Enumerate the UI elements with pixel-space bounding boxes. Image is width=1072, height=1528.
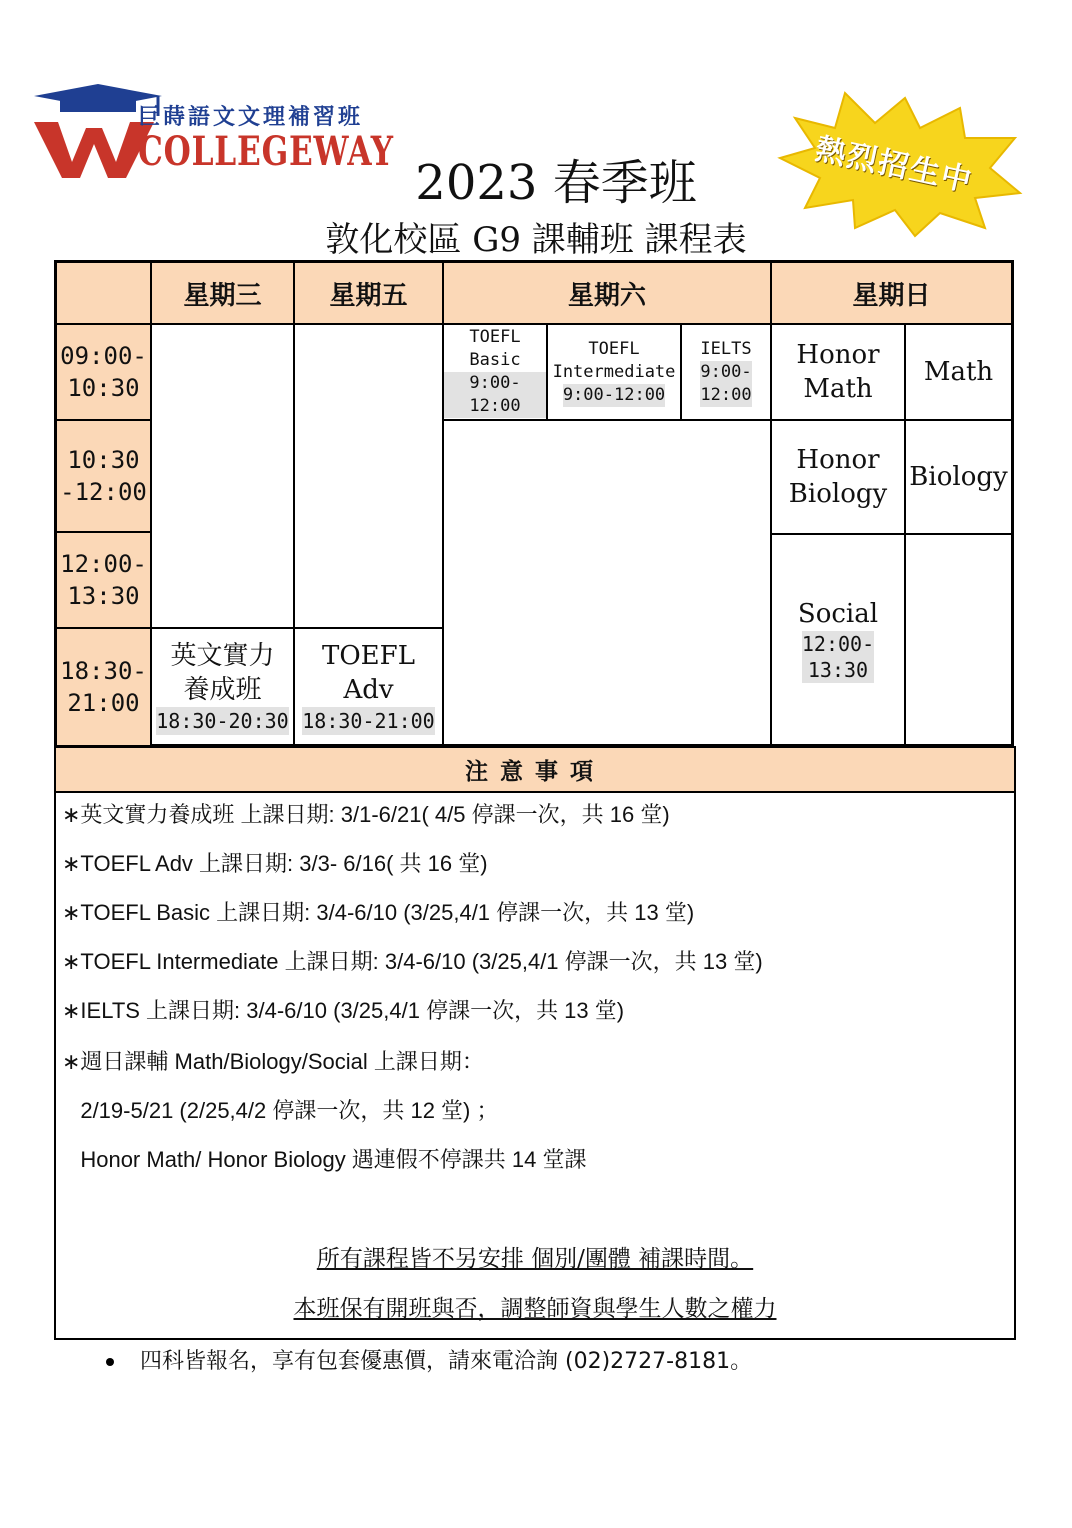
logo-english-name: COLLEGEWAY [138, 128, 394, 175]
note-item: ∗週日課輔 Math/Biology/Social 上課日期： [62, 1049, 484, 1074]
logo-chinese-name: 巨蒔語文文理補習班 [138, 104, 364, 130]
friday-empty [294, 324, 443, 628]
course-name: TOEFL Intermediate [552, 338, 676, 382]
notes-footer-1: 所有課程皆不另安排 個別/團體 補課時間。 [316, 1246, 754, 1272]
course-time: 9:00-12:00 [562, 384, 666, 405]
course-time: 18:30-20:30 [156, 709, 289, 733]
sunday-honor-biology: Honor Biology [771, 420, 905, 534]
course-name: 英文實力 養成班 [170, 641, 275, 705]
note-item: ∗TOEFL Adv 上課日期: 3/3- 6/16( 共 16 堂) [62, 851, 488, 876]
page-subtitle: 敦化校區 G9 課輔班 課程表 [325, 220, 747, 260]
package-offer-bullet [106, 1344, 752, 1375]
time-slot-1: 09:00- 10:30 [56, 324, 151, 420]
time-slot-2: 10:30 -12:00 [56, 420, 151, 532]
course-time: 12:00- 13:30 [801, 632, 875, 682]
header-sunday: 星期日 [771, 262, 1012, 324]
wednesday-empty [151, 324, 294, 628]
saturday-course-toefl-basic [443, 324, 547, 420]
header-wednesday: 星期三 [151, 262, 294, 324]
page-title: 2023 春季班 [415, 155, 697, 211]
time-slot-3: 12:00- 13:30 [56, 532, 151, 628]
course-name: TOEFL Adv [322, 641, 415, 705]
note-item: Honor Math/ Honor Biology 遇連假不停課共 14 堂課 [62, 1147, 587, 1172]
note-item: 2/19-5/21 (2/25,4/2 停課一次，共 12 堂) ； [62, 1098, 499, 1123]
sunday-empty [905, 534, 1012, 746]
schedule-table [54, 260, 1014, 746]
notes-section [54, 746, 1016, 1340]
notes-header: 注意事項 [56, 748, 1014, 793]
course-name: Social [797, 599, 879, 629]
wednesday-course [151, 628, 294, 746]
sunday-biology: Biology [905, 420, 1012, 534]
sunday-social [771, 534, 905, 746]
note-item: ∗TOEFL Intermediate 上課日期: 3/4-6/10 (3/25,4/1 停課一次，共 13 堂) [62, 949, 763, 974]
saturday-course-toefl-intermediate [547, 324, 681, 420]
sunday-math: Math [905, 324, 1012, 420]
course-name: IELTS [700, 338, 752, 359]
saturday-empty [443, 420, 771, 746]
header-friday: 星期五 [294, 262, 443, 324]
note-item: ∗TOEFL Basic 上課日期: 3/4-6/10 (3/25,4/1 停課一次，共 13 堂) [62, 900, 695, 925]
saturday-course-ielts [681, 324, 771, 420]
friday-course [294, 628, 443, 746]
header-saturday: 星期六 [443, 262, 771, 324]
bullet-dot-icon [106, 1358, 114, 1366]
recruiting-badge-text: 熱烈招生中 [812, 131, 977, 200]
header-corner [56, 262, 151, 324]
note-item: ∗英文實力養成班 上課日期: 3/1-6/21( 4/5 停課一次，共 16 堂) [62, 802, 670, 827]
notes-footer-2: 本班保有開班與否，調整師資與學生人數之權力 [293, 1296, 777, 1322]
sunday-honor-math: Honor Math [771, 324, 905, 420]
note-item: ∗IELTS 上課日期: 3/4-6/10 (3/25,4/1 停課一次，共 13 堂) [62, 998, 625, 1023]
package-offer-text: 四科皆報名，享有包套優惠價，請來電洽詢 (02)2727-8181。 [140, 1349, 753, 1374]
time-slot-4: 18:30- 21:00 [56, 628, 151, 746]
course-time: 9:00- 12:00 [700, 361, 752, 405]
course-time: 9:00-12:00 [444, 372, 546, 418]
course-time: 18:30-21:00 [302, 709, 435, 733]
course-name: TOEFL Basic [469, 327, 521, 370]
